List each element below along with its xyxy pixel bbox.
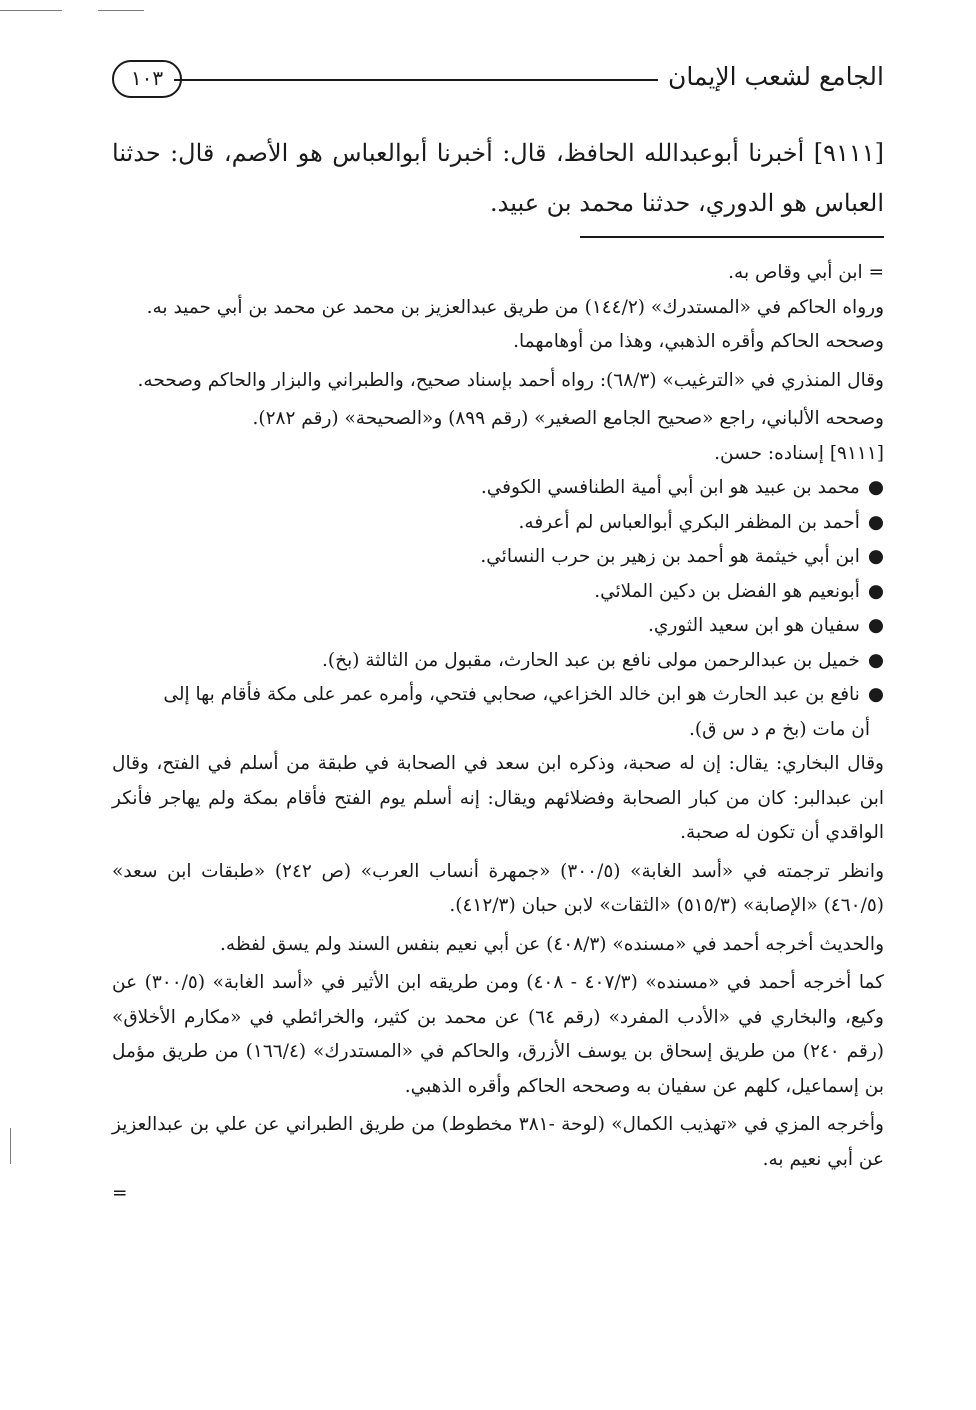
footnote-paragraph: والحديث أخرجه أحمد في «مسنده» (٤٠٨/٣) عن أبي نعيم بنفس السند ولم يسق لفظه. [220,933,884,955]
bullet-icon: ● [867,615,884,636]
footnotes-section [112,256,884,1212]
footnote-separator [580,236,884,238]
narrator-item [112,506,884,541]
footnote-paragraph: وقال البخاري: يقال: إن له صحبة، وذكره ابن سعد في الصحابة في طبقة من أسلم في الفتح، وقال ابن عبدالبر: كان من كبار الصحابة وفضلائهم ويقال: إنه أسلم يوم الفتح فأقام بمكة ولم يهاجر فأنكر الواقدي أن تكون له صحبة. [112,753,884,843]
bullet-icon: ● [867,546,884,567]
narrator-text: خميل بن عبدالرحمن مولى نافع بن عبد الحارث، مقبول من الثالثة (بخ). [322,649,860,671]
narrator-item-continuation: أن مات (بخ م د س ق). [688,718,870,740]
narrator-item [112,644,884,679]
page-header [112,56,884,106]
footnote-paragraph: كما أخرجه أحمد في «مسنده» (٤٠٧/٣ - ٤٠٨) ومن طريقه ابن الأثير في «أسد الغابة» (٣٠٠/٥) عن وكيع، والبخاري في «الأدب المفرد» (رقم ٦٤) عن محمد بن كثير، والخرائطي في «مكارم الأخلاق» (رقم ٢٤٠) من طريق إسحاق بن يوسف الأزرق، والحاكم في «المستدرك» (١٦٦/٤) من طريق مؤمل بن إسماعيل، كلهم عن سفيان به وصححه الحاكم وأقره الذهبي. [112,972,884,1097]
narrator-text: أبونعيم هو الفضل بن دكين الملائي. [594,580,860,602]
scan-mark-left-edge [10,1128,11,1164]
continuation-mark: = [112,1183,128,1204]
narrator-text: أحمد بن المظفر البكري أبوالعباس لم أعرفه. [518,511,860,533]
footnote-line: وقال المنذري في «الترغيب» (٦٨/٣): رواه أحمد بإسناد صحيح، والطبراني والبزار والحاكم وصححه. [137,369,884,391]
header-rule [174,79,658,81]
footnote-paragraph: وانظر ترجمته في «أسد الغابة» (٣٠٠/٥) «جمهرة أنساب العرب» (ص ٢٤٢) «طبقات ابن سعد» (٤٦٠/٥) «الإصابة» (٥١٥/٣) «الثقات» لابن حبان (٤١٢/٣). [112,860,885,916]
scan-mark-top-left [0,10,62,11]
hadith-chain-paragraph: [٩١١١] أخبرنا أبوعبدالله الحافظ، قال: أخبرنا أبوالعباس هو الأصم، قال: حدثنا العباس هو الدوري، حدثنا محمد بن عبيد. [112,139,885,217]
footnote-line: ورواه الحاكم في «المستدرك» (١٤٤/٢) من طريق عبدالعزيز بن محمد عن محمد بن أبي حميد به. [146,296,884,318]
narrator-item [112,575,884,610]
narrator-text: نافع بن عبد الحارث هو ابن خالد الخزاعي، صحابي فتحي، وأمره عمر على مكة فأقام بها إلى [163,684,860,705]
bullet-icon: ● [867,580,884,602]
footnote-line: = ابن أبي وقاص به. [728,262,884,283]
bullet-icon: ● [867,477,884,498]
running-title: الجامع لشعب الإيمان [667,62,884,91]
narrator-item [112,678,884,713]
narrator-item [112,609,884,644]
narrator-text: محمد بن عبيد هو ابن أبي أمية الطنافسي الكوفي. [480,477,860,498]
page-number-badge: ١٠٣ [112,60,182,98]
main-text [112,128,884,228]
isnad-grade-heading: [٩١١١] إسناده: حسن. [714,442,884,464]
footnote-line: وصححه الألباني، راجع «صحيح الجامع الصغير» (رقم ٨٩٩) و«الصحيحة» (رقم ٢٨٢). [252,408,884,429]
footnote-line: وصححه الحاكم وأقره الذهبي، وهذا من أوهامهما. [513,331,884,352]
narrator-text: ابن أبي خيثمة هو أحمد بن زهير بن حرب النسائي. [480,546,860,567]
narrator-text: سفيان هو ابن سعيد الثوري. [648,615,860,636]
bullet-icon: ● [867,511,884,533]
scan-mark-top-center [98,10,144,11]
bullet-icon: ● [867,649,884,671]
narrator-item [112,540,884,575]
bullet-icon: ● [867,684,884,705]
footnote-paragraph: وأخرجه المزي في «تهذيب الكمال» (لوحة -٣٨١ مخطوط) من طريق الطبراني عن علي بن عبدالعزيز عن أبي نعيم به. [112,1114,884,1170]
narrator-item [112,471,884,506]
